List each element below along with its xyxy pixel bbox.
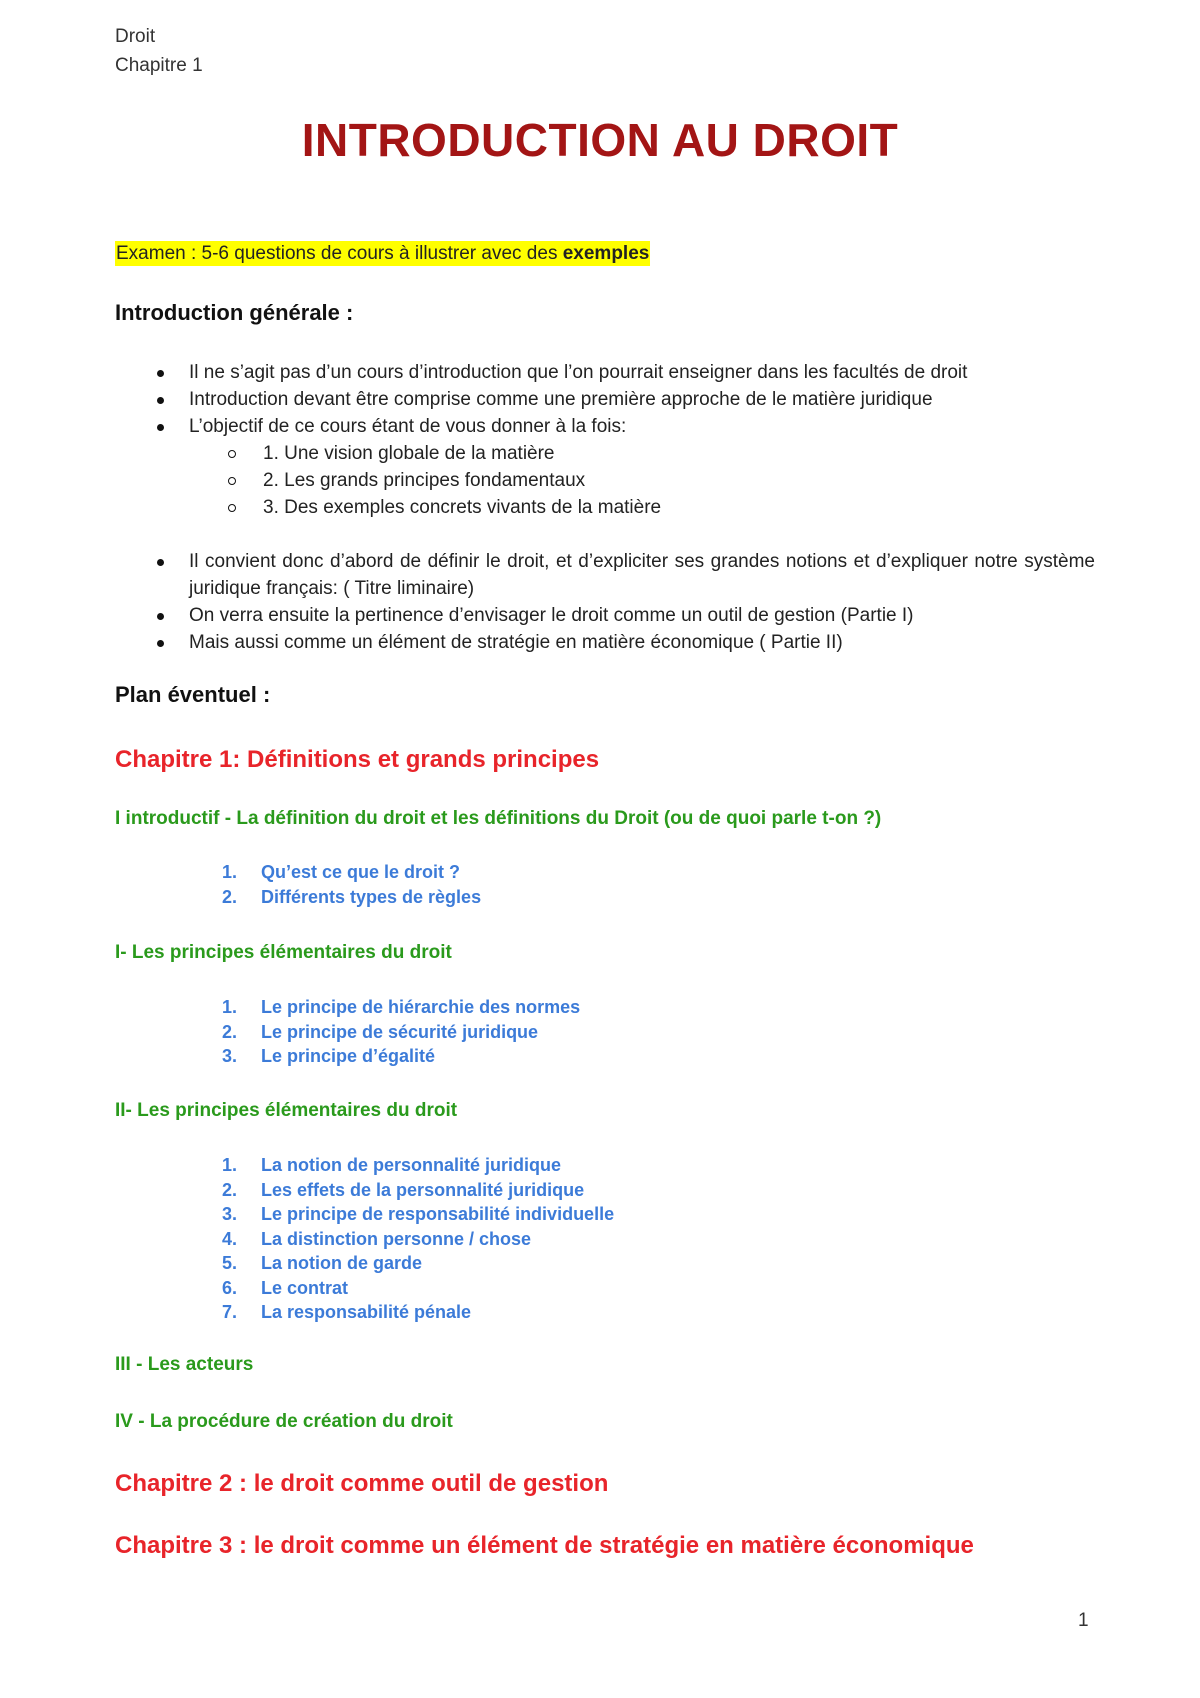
bullet-item [115, 602, 1095, 629]
list-item [0, 860, 481, 885]
item-number: 6. [222, 1277, 238, 1298]
list-item [0, 1227, 614, 1252]
section-4-heading: IV - La procédure de création du droit [115, 1411, 453, 1432]
section-1-list [0, 995, 580, 1069]
section-1-heading: I- Les principes élémentaires du droit [115, 942, 452, 963]
list-item [0, 1020, 580, 1045]
list-item [0, 995, 580, 1020]
item-text: Les effets de la personnalité juridique [261, 1179, 585, 1200]
document-header [115, 22, 203, 80]
bullet-text: Il convient donc d’abord de définir le droit, et d’expliciter ses grandes notions et d’expliquer notre système juridique français: ( Titre liminaire) [189, 551, 1095, 599]
list-item [0, 1276, 614, 1301]
list-item [0, 1044, 580, 1069]
sub-bullet-item [115, 467, 1095, 494]
bullet-text: Mais aussi comme un élément de stratégie en matière économique ( Partie II) [189, 632, 843, 653]
header-chapter: Chapitre 1 [115, 55, 203, 76]
list-item [0, 1202, 614, 1227]
bullet-text: Introduction devant être comprise comme une première approche de le matière juridique [189, 389, 933, 410]
bullet-item [115, 413, 1095, 440]
item-number: 2. [222, 886, 238, 907]
sub-bullet-text: 3. Des exemples concrets vivants de la matière [263, 497, 662, 518]
item-text: Le principe d’égalité [261, 1046, 436, 1066]
item-text: La responsabilité pénale [261, 1302, 472, 1322]
section-intro-heading: I introductif - La définition du droit et les définitions du Droit (ou de quoi parle t-on ?) [115, 808, 882, 829]
item-text: Différents types de règles [261, 886, 482, 907]
bullet-dot-icon [157, 370, 164, 377]
sub-bullet-text: 2. Les grands principes fondamentaux [263, 470, 586, 491]
exam-text: Examen : 5-6 questions de cours à illustrer avec des [116, 243, 563, 264]
section-3-heading: III - Les acteurs [115, 1354, 254, 1375]
list-item [0, 1153, 614, 1178]
sub-bullet-item [115, 494, 1095, 521]
item-text: Qu’est ce que le droit ? [261, 862, 461, 882]
item-text: La distinction personne / chose [261, 1228, 532, 1249]
bullet-text: On verra ensuite la pertinence d’envisager le droit comme un outil de gestion (Partie I) [189, 605, 914, 626]
section-intro-list [0, 860, 481, 909]
item-text: La notion de garde [261, 1253, 423, 1273]
exam-highlight [115, 241, 650, 266]
item-number: 3. [222, 1204, 238, 1224]
bullet-item [115, 629, 1095, 656]
item-number: 1. [222, 862, 238, 882]
bullet-dot-icon [157, 640, 164, 647]
item-text: Le principe de hiérarchie des normes [261, 997, 581, 1017]
exam-bold: exemples [562, 243, 650, 264]
item-text: Le principe de sécurité juridique [261, 1021, 539, 1042]
section-2-heading: II- Les principes élémentaires du droit [115, 1100, 458, 1121]
list-item [0, 1251, 614, 1276]
item-number: 2. [222, 1021, 238, 1042]
item-number: 1. [222, 997, 238, 1017]
bullet-dot-icon [157, 613, 164, 620]
bullet-item [115, 359, 1095, 386]
item-text: Le principe de responsabilité individuelle [261, 1204, 615, 1224]
list-item [0, 885, 481, 910]
circle-bullet-icon [228, 450, 236, 458]
bullet-text: Il ne s’agit pas d’un cours d’introduction que l’on pourrait enseigner dans les facultés de droit [189, 362, 968, 383]
item-number: 1. [222, 1155, 238, 1175]
item-number: 3. [222, 1046, 238, 1066]
bullet-dot-icon [157, 559, 164, 566]
chapter-3-heading: Chapitre 3 : le droit comme un élément de stratégie en matière économique [115, 1532, 974, 1559]
item-text: Le contrat [261, 1277, 349, 1298]
intro-heading: Introduction générale : [115, 300, 354, 325]
exam-note [115, 243, 650, 265]
item-text: La notion de personnalité juridique [261, 1155, 562, 1175]
header-course: Droit [115, 26, 156, 47]
chapter-1-heading: Chapitre 1: Définitions et grands principes [115, 746, 600, 773]
item-number: 4. [222, 1228, 238, 1249]
section-2-list [0, 1153, 614, 1325]
circle-bullet-icon [228, 477, 236, 485]
item-number: 2. [222, 1179, 238, 1200]
bullet-dot-icon [157, 424, 164, 431]
document-title: INTRODUCTION AU DROIT [301, 114, 899, 166]
list-item [0, 1178, 614, 1203]
page-number: 1 [1078, 1610, 1089, 1631]
item-number: 5. [222, 1253, 238, 1273]
circle-bullet-icon [228, 504, 236, 512]
item-number: 7. [222, 1302, 238, 1322]
sub-bullet-item [115, 440, 1095, 467]
sub-bullet-text: 1. Une vision globale de la matière [263, 443, 555, 464]
intro-bullets [115, 359, 1095, 656]
bullet-item [115, 548, 1095, 602]
bullet-text: L’objectif de ce cours étant de vous donner à la fois: [189, 416, 627, 437]
bullet-item [115, 386, 1095, 413]
chapter-2-heading: Chapitre 2 : le droit comme outil de gestion [115, 1470, 609, 1497]
plan-heading: Plan éventuel : [115, 682, 271, 707]
bullet-dot-icon [157, 397, 164, 404]
list-item [0, 1300, 614, 1325]
